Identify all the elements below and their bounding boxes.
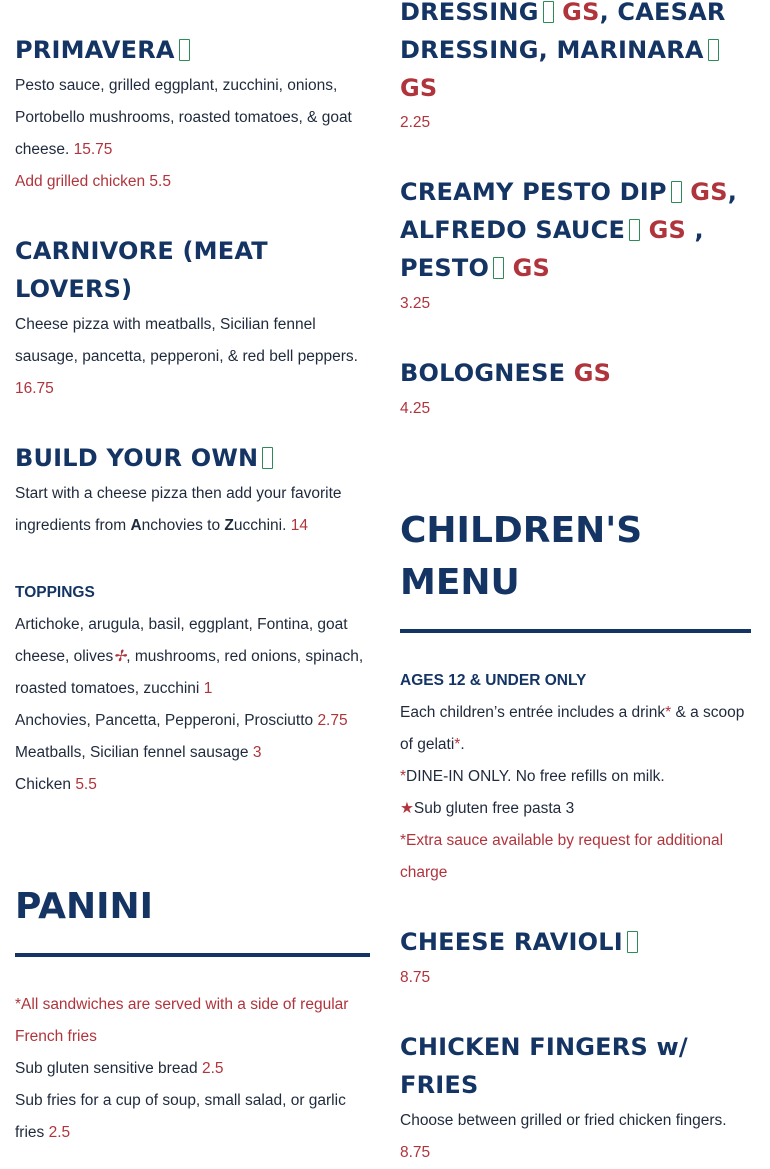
gluten-sensitive-badge: GS: [562, 0, 600, 26]
price: 2.25: [400, 114, 431, 131]
item-desc-primavera: Pesto sauce, grilled eggplant, zucchini, onions, Portobello mushrooms, roasted tomatoes, & goat cheese. 15.75: [15, 77, 352, 158]
panini-sub-bread: Sub gluten sensitive bread 2.5: [15, 1060, 224, 1077]
toppings-line-2: Anchovies, Pancetta, Pepperoni, Prosciutto 2.75: [15, 712, 348, 729]
item-title-bolognese: BOLOGNESE GS: [400, 359, 612, 387]
item-title-cheese-ravioli: CHEESE RAVIOLI: [400, 923, 638, 961]
item-desc-chicken-fingers: Choose between grilled or fried chicken fingers. 8.75: [400, 1105, 755, 1169]
leaf-icon: [543, 1, 554, 23]
leaf-icon: [629, 219, 640, 241]
star-icon: ★: [400, 800, 414, 817]
toppings-line-3: Meatballs, Sicilian fennel sausage 3: [15, 744, 262, 761]
toppings-line-1: Artichoke, arugula, basil, eggplant, Fontina, goat cheese, olives✢, mushrooms, red onions, spinach, roasted tomatoes, zucchini 1: [15, 616, 364, 697]
price: 8.75: [400, 1144, 431, 1161]
section-divider: [400, 629, 751, 633]
item-title-carnivore: CARNIVORE (MEAT LOVERS): [15, 237, 268, 303]
leaf-icon: [627, 931, 638, 953]
price: 16.75: [15, 380, 54, 397]
cross-icon: ✢: [113, 648, 127, 665]
panini-info: [15, 989, 370, 1149]
gluten-sensitive-badge: GS: [400, 74, 438, 102]
toppings-list: [15, 609, 375, 801]
dine-in-note: *DINE-IN ONLY. No free refills on milk.: [400, 768, 665, 785]
gluten-free-note: ★Sub gluten free pasta 3: [400, 800, 575, 817]
section-subtitle-ages: AGES 12 & UNDER ONLY: [400, 672, 587, 689]
leaf-icon: [708, 39, 719, 61]
item-title-sauces: CREAMY PESTO DIP GS, ALFREDO SAUCE GS , PESTO GS: [400, 178, 738, 282]
section-title-panini: PANINI: [15, 886, 153, 927]
childrens-desc: Each children’s entrée includes a drink* & a scoop of gelati*.: [400, 704, 745, 753]
addon-chicken: Add grilled chicken 5.5: [15, 173, 171, 190]
panini-note: *All sandwiches are served with a side of regular French fries: [15, 996, 349, 1045]
price: 15.75: [73, 141, 113, 158]
childrens-info: [400, 697, 755, 889]
item-title-primavera: PRIMAVERA: [15, 31, 190, 69]
item-title-chicken-fingers: CHICKEN FINGERS w/ FRIES: [400, 1033, 688, 1099]
leaf-icon: [671, 181, 682, 203]
price: 4.25: [400, 400, 431, 417]
leaf-icon: [262, 447, 273, 469]
leaf-icon: [179, 39, 190, 61]
panini-sub-fries: Sub fries for a cup of soup, small salad, or garlic fries 2.5: [15, 1092, 346, 1141]
item-title-dressings: DRESSING GS, CAESAR DRESSING, MARINARA GS: [400, 0, 755, 107]
price: 3.25: [400, 295, 431, 312]
extra-sauce-note: *Extra sauce available by request for additional charge: [400, 832, 724, 881]
leaf-icon: [493, 257, 504, 279]
price: 14: [290, 517, 308, 534]
price: 8.75: [400, 969, 431, 986]
section-subtitle-toppings: TOPPINGS: [15, 584, 95, 601]
section-divider: [15, 953, 370, 957]
item-title-build-your-own: BUILD YOUR OWN: [15, 439, 273, 477]
item-desc-build-your-own: Start with a cheese pizza then add your favorite ingredients from Anchovies to Zucchini. 14: [15, 485, 342, 534]
toppings-line-4: Chicken 5.5: [15, 776, 97, 793]
item-desc-carnivore: Cheese pizza with meatballs, Sicilian fennel sausage, pancetta, pepperoni, & red bell peppers. 16.75: [15, 316, 358, 397]
section-title-childrens-menu: CHILDREN'S MENU: [400, 510, 643, 603]
